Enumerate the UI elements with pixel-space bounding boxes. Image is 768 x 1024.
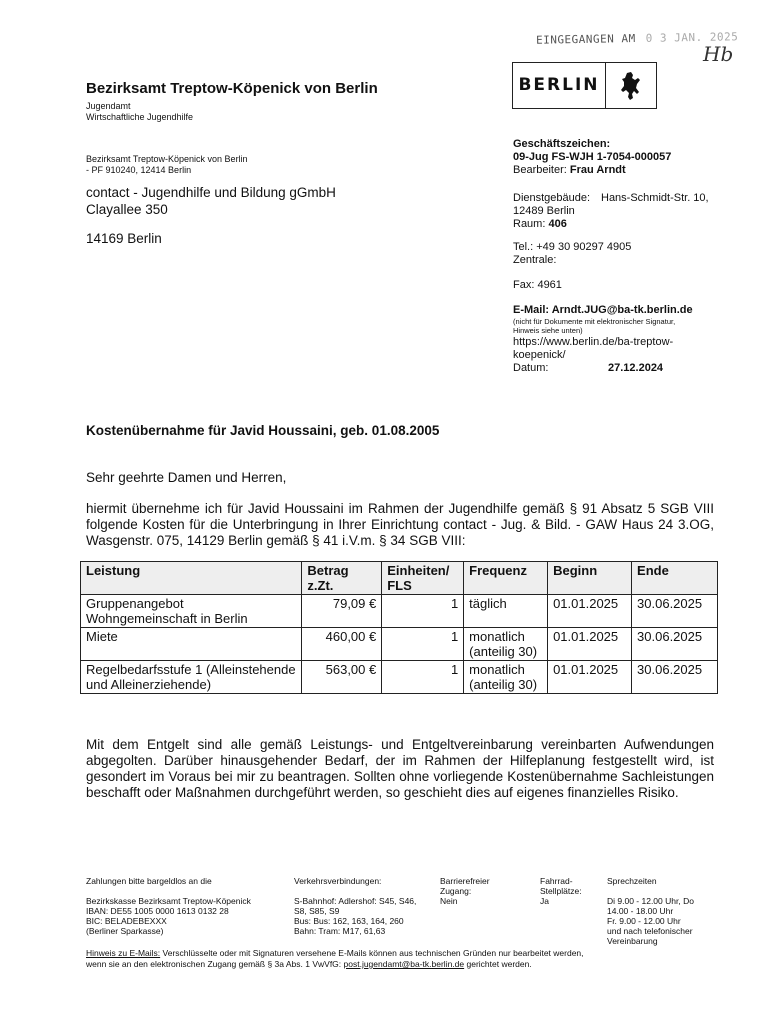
central: Zentrale: — [513, 254, 557, 266]
stamp-date: 0 3 JAN. 2025 — [645, 30, 739, 45]
table-row — [81, 628, 718, 661]
cell-frequenz: täglich — [464, 595, 548, 628]
phone-block — [513, 241, 631, 267]
logo-text: BERLIN — [513, 63, 606, 108]
bike-value: Ja — [540, 896, 549, 906]
col-header-frequenz: Frequenz — [464, 562, 548, 595]
cell-ende: 30.06.2025 — [632, 661, 718, 694]
office-city: 12489 Berlin — [513, 205, 575, 217]
col-header-ende: Ende — [632, 562, 718, 595]
email-block — [513, 304, 693, 375]
hours-details: Di 9.00 - 12.00 Uhr, Do 14.00 - 18.00 Uhr Fr. 9.00 - 12.00 Uhr und nach telefonischer Vereinbarung — [607, 896, 694, 946]
authority-name: Bezirksamt Treptow-Köpenick von Berlin — [86, 80, 378, 97]
table-row — [81, 595, 718, 628]
division: Wirtschaftliche Jugendhilfe — [86, 112, 194, 122]
cell-frequenz: monatlich (anteilig 30) — [464, 628, 548, 661]
hint-text-2: wenn sie an den elektronischen Zugang gemäß § 3a Abs. 1 VwVfG: — [86, 959, 344, 969]
reference-number: 09-Jug FS-WJH 1-7054-000057 — [513, 151, 672, 163]
cell-betrag: 563,00 € — [302, 661, 382, 694]
col-header-einheiten: Einheiten/ FLS — [382, 562, 464, 595]
office-street: Hans-Schmidt-Str. 10, — [601, 192, 709, 204]
barrier-value: Nein — [440, 896, 458, 906]
recipient-address — [86, 184, 336, 218]
transport-details: S-Bahnhof: Adlershof: S45, S46, S8, S85, S9 Bus: Bus: 162, 163, 164, 260 Bahn: Tram: M17, 61,63 — [294, 896, 417, 936]
hint-email-link[interactable]: post.jugendamt@ba-tk.berlin.de — [343, 959, 465, 969]
bike-title: Fahrrad-Stellplätze: — [540, 876, 582, 896]
cell-beginn: 01.01.2025 — [548, 595, 632, 628]
cell-betrag: 79,09 € — [302, 595, 382, 628]
cell-betrag: 460,00 € — [302, 628, 382, 661]
sender-department — [86, 101, 193, 123]
email-address[interactable]: E-Mail: Arndt.JUG@ba-tk.berlin.de — [513, 304, 693, 316]
barrier-title: Barrierefreier Zugang: — [440, 876, 490, 896]
handwritten-initials: Hb — [703, 42, 734, 66]
payment-title: Zahlungen bitte bargeldlos an die — [86, 876, 212, 886]
col-header-beginn: Beginn — [548, 562, 632, 595]
table-header-row — [81, 562, 718, 595]
department: Jugendamt — [86, 101, 131, 111]
recipient-street: Clayallee 350 — [86, 202, 168, 217]
cell-leistung: Miete — [81, 628, 302, 661]
footer-hours — [607, 876, 722, 946]
footer-bike — [540, 876, 596, 906]
body-paragraph-1: hiermit übernehme ich für Javid Houssaini im Rahmen der Jugendhilfe gemäß § 91 Absatz 5 SGB VIII folgende Kosten für die Unterbringung in Ihrer Einrichtung contact - Jug. & Bild. - GAW Haus 24 3.OG, Wasgenstr. 075, 14129 Berlin gemäß § 41 i.V.m. § 34 SGB VIII: — [86, 501, 714, 548]
berlin-bear-icon — [606, 70, 656, 102]
cell-ende: 30.06.2025 — [632, 628, 718, 661]
cell-leistung: Gruppenangebot Wohngemeinschaft in Berlin — [81, 595, 302, 628]
reference-block — [513, 138, 671, 177]
cell-einheiten: 1 — [382, 661, 464, 694]
date-label: Datum: — [513, 362, 549, 374]
return-address — [86, 154, 248, 176]
berlin-logo — [512, 62, 657, 109]
hint-text-3: gerichtet werden. — [464, 959, 532, 969]
office-line: Dienstgebäude: Hans-Schmidt-Str. 10, — [513, 192, 709, 204]
transport-title: Verkehrsverbindungen: — [294, 876, 382, 886]
room-number: 406 — [548, 218, 567, 230]
footer-transport — [294, 876, 439, 936]
date-line — [513, 362, 693, 375]
table-row — [81, 661, 718, 694]
col-header-betrag: Betrag z.Zt. — [302, 562, 382, 595]
body-paragraph-2: Mit dem Entgelt sind alle gemäß Leistungs- und Entgeltvereinbarung vereinbarten Aufwendungen abgegolten. Darüber hinausgehender Bedarf, der im Rahmen der Hilfeplanung festgestellt wird, ist gesondert im Voraus bei mir zu beantragen. Sollten ohne vorliegende Kostenübernahme Sachleistungen beschafft oder Maßnahmen durchgeführt werden, so geschieht dies auf eigenes finanzielles Risiko. — [86, 737, 714, 800]
payment-details: Bezirkskasse Bezirksamt Treptow-Köpenick IBAN: DE55 1005 0000 1613 0132 28 BIC: BELADEBEXXX (Berliner Sparkasse) — [86, 896, 251, 936]
recipient-name: contact - Jugendhilfe und Bildung gGmbH — [86, 185, 336, 200]
phone: Tel.: +49 30 90297 4905 — [513, 241, 632, 253]
cell-einheiten: 1 — [382, 595, 464, 628]
hint-text-1: Verschlüsselte oder mit Signaturen versehene E-Mails können aus technischen Gründen nur bearbeitet werden, — [160, 948, 584, 958]
editor-line: Bearbeiter: Frau Arndt — [513, 164, 626, 176]
return-address-line2: - PF 910240, 12414 Berlin — [86, 165, 192, 175]
stamp-text: EINGEGANGEN AM — [535, 32, 636, 47]
email-hint — [86, 948, 716, 970]
cell-frequenz: monatlich (anteilig 30) — [464, 661, 548, 694]
hint-label: Hinweis zu E-Mails: — [86, 948, 161, 958]
email-note: (nicht für Dokumente mit elektronischer Signatur, Hinweis siehe unten) — [513, 317, 676, 335]
cell-leistung: Regelbedarfsstufe 1 (Alleinstehende und Alleinerziehende) — [81, 661, 302, 694]
editor-name: Frau Arndt — [569, 164, 626, 176]
date-value: 27.12.2024 — [608, 362, 664, 374]
col-header-leistung: Leistung — [81, 562, 302, 595]
website-link[interactable]: https://www.berlin.de/ba-treptow- koepenick/ — [513, 336, 674, 361]
reference-label: Geschäftszeichen: — [513, 138, 611, 150]
salutation: Sehr geehrte Damen und Herren, — [86, 470, 287, 485]
subject-line: Kostenübernahme für Javid Houssaini, geb. 01.08.2005 — [86, 423, 440, 438]
recipient-city: 14169 Berlin — [86, 231, 162, 246]
hours-title: Sprechzeiten — [607, 876, 657, 886]
return-address-line1: Bezirksamt Treptow-Köpenick von Berlin — [86, 154, 248, 164]
cell-beginn: 01.01.2025 — [548, 628, 632, 661]
cost-table — [80, 561, 718, 694]
cell-einheiten: 1 — [382, 628, 464, 661]
footer-payment — [86, 876, 286, 936]
fax: Fax: 4961 — [513, 279, 562, 291]
cell-ende: 30.06.2025 — [632, 595, 718, 628]
cell-beginn: 01.01.2025 — [548, 661, 632, 694]
office-block — [513, 192, 723, 231]
footer-barrier — [440, 876, 510, 906]
room-line: Raum: 406 — [513, 218, 567, 230]
